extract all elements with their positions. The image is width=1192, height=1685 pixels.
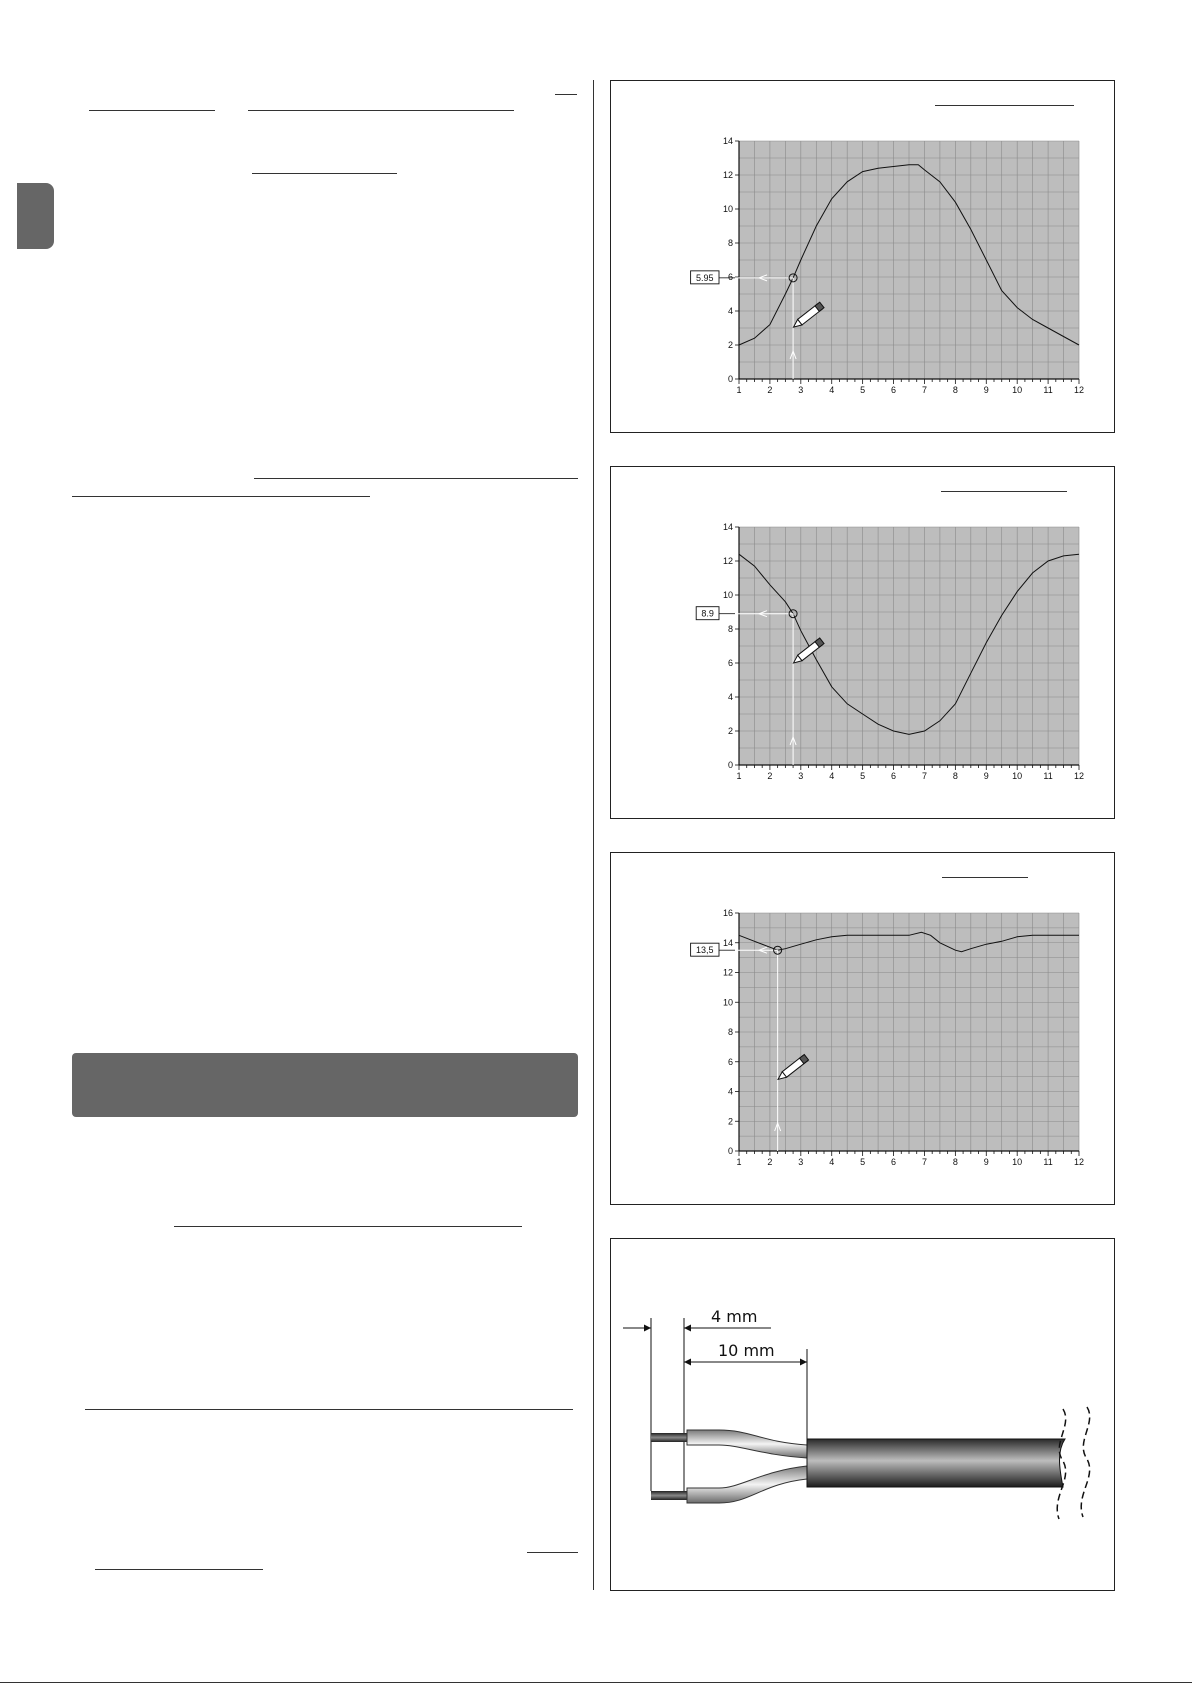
section-side-tab bbox=[17, 183, 54, 249]
x-tick-label: 10 bbox=[1012, 1157, 1023, 1167]
readout-value: 5.95 bbox=[696, 272, 714, 283]
y-tick-label: 12 bbox=[722, 967, 733, 978]
y-tick-label: 14 bbox=[722, 937, 733, 948]
x-tick-label: 4 bbox=[829, 385, 835, 395]
x-tick-label: 9 bbox=[983, 1157, 989, 1167]
y-tick-label: 10 bbox=[722, 997, 733, 1008]
bare-core-bottom bbox=[651, 1491, 687, 1500]
insulated-wire-bottom bbox=[687, 1466, 807, 1503]
chart-2-svg bbox=[611, 467, 1116, 820]
readout-value: 8.9 bbox=[701, 608, 714, 619]
x-tick-label: 6 bbox=[891, 385, 897, 395]
x-tick-label: 9 bbox=[983, 385, 989, 395]
column-divider bbox=[593, 80, 594, 1590]
y-tick-label: 16 bbox=[722, 908, 733, 918]
x-tick-label: 3 bbox=[798, 385, 804, 395]
text-underline bbox=[174, 1226, 522, 1227]
x-tick-label: 1 bbox=[736, 385, 742, 395]
x-tick-label: 2 bbox=[767, 1157, 773, 1167]
x-tick-label: 2 bbox=[767, 385, 773, 395]
figure-chart-3 bbox=[610, 852, 1115, 1205]
text-underline bbox=[555, 94, 577, 95]
y-tick-label: 0 bbox=[727, 1146, 733, 1156]
y-tick-label: 8 bbox=[727, 624, 733, 634]
figure-chart-2 bbox=[610, 466, 1115, 819]
section-banner bbox=[72, 1053, 578, 1117]
x-tick-label: 12 bbox=[1073, 1157, 1085, 1167]
y-tick-label: 4 bbox=[727, 306, 733, 316]
x-tick-label: 11 bbox=[1043, 385, 1053, 395]
x-tick-label: 2 bbox=[767, 771, 773, 781]
chart-3-svg bbox=[611, 853, 1116, 1206]
x-tick-label: 11 bbox=[1043, 771, 1053, 781]
y-tick-label: 8 bbox=[727, 238, 733, 248]
x-tick-label: 5 bbox=[860, 385, 866, 395]
x-tick-label: 10 bbox=[1012, 385, 1023, 395]
x-tick-label: 3 bbox=[798, 1157, 804, 1167]
x-tick-label: 8 bbox=[952, 385, 958, 395]
x-tick-label: 5 bbox=[860, 1157, 866, 1167]
break-line-2 bbox=[1081, 1407, 1089, 1517]
x-tick-label: 8 bbox=[952, 1157, 958, 1167]
x-tick-label: 7 bbox=[921, 1157, 927, 1167]
y-tick-label: 4 bbox=[727, 692, 733, 702]
x-tick-label: 7 bbox=[921, 771, 927, 781]
text-underline bbox=[248, 110, 514, 111]
readout-value: 13,5 bbox=[696, 945, 714, 956]
text-underline bbox=[95, 1569, 263, 1570]
y-tick-label: 4 bbox=[727, 1086, 733, 1097]
figure-chart-1 bbox=[610, 80, 1115, 433]
dimension-4mm bbox=[623, 1307, 771, 1328]
x-tick-label: 7 bbox=[921, 385, 927, 395]
text-underline bbox=[72, 496, 370, 497]
dimension-10mm bbox=[684, 1341, 807, 1362]
y-tick-label: 6 bbox=[727, 272, 733, 282]
text-underline bbox=[254, 478, 578, 479]
cable-sheath bbox=[807, 1439, 1065, 1487]
x-tick-label: 6 bbox=[891, 771, 897, 781]
dim-4mm-label: 4 mm bbox=[711, 1307, 758, 1326]
x-tick-label: 10 bbox=[1012, 771, 1023, 781]
x-tick-label: 9 bbox=[983, 771, 989, 781]
y-tick-label: 14 bbox=[722, 522, 733, 532]
x-tick-label: 3 bbox=[798, 771, 804, 781]
y-tick-label: 2 bbox=[727, 1116, 733, 1127]
insulated-wire-top bbox=[687, 1430, 807, 1458]
bare-core-top bbox=[651, 1433, 687, 1442]
x-tick-label: 12 bbox=[1073, 771, 1085, 781]
text-underline bbox=[85, 1409, 573, 1410]
y-tick-label: 2 bbox=[727, 726, 733, 736]
text-underline bbox=[527, 1552, 578, 1553]
x-tick-label: 1 bbox=[736, 771, 742, 781]
y-tick-label: 0 bbox=[727, 760, 733, 770]
page-bottom-rule bbox=[0, 1682, 1192, 1683]
x-tick-label: 6 bbox=[891, 1157, 897, 1167]
y-tick-label: 14 bbox=[722, 136, 733, 146]
x-tick-label: 4 bbox=[829, 1157, 835, 1167]
x-tick-label: 11 bbox=[1043, 1157, 1053, 1167]
y-tick-label: 6 bbox=[727, 1056, 733, 1067]
figure-cable-stripping bbox=[610, 1238, 1115, 1591]
y-tick-label: 12 bbox=[722, 170, 733, 180]
x-tick-label: 12 bbox=[1073, 385, 1085, 395]
text-underline bbox=[252, 173, 397, 174]
chart-1-svg bbox=[611, 81, 1116, 434]
cable-diagram-svg bbox=[611, 1239, 1116, 1592]
x-tick-label: 4 bbox=[829, 771, 835, 781]
y-tick-label: 6 bbox=[727, 658, 733, 668]
y-tick-label: 12 bbox=[722, 556, 733, 566]
x-tick-label: 5 bbox=[860, 771, 866, 781]
x-tick-label: 8 bbox=[952, 771, 958, 781]
y-tick-label: 2 bbox=[727, 340, 733, 350]
dim-10mm-label: 10 mm bbox=[718, 1341, 775, 1360]
y-tick-label: 10 bbox=[722, 590, 733, 600]
x-tick-label: 1 bbox=[736, 1157, 742, 1167]
text-underline bbox=[89, 110, 215, 111]
y-tick-label: 8 bbox=[727, 1027, 733, 1037]
y-tick-label: 10 bbox=[722, 204, 733, 214]
y-tick-label: 0 bbox=[727, 374, 733, 384]
